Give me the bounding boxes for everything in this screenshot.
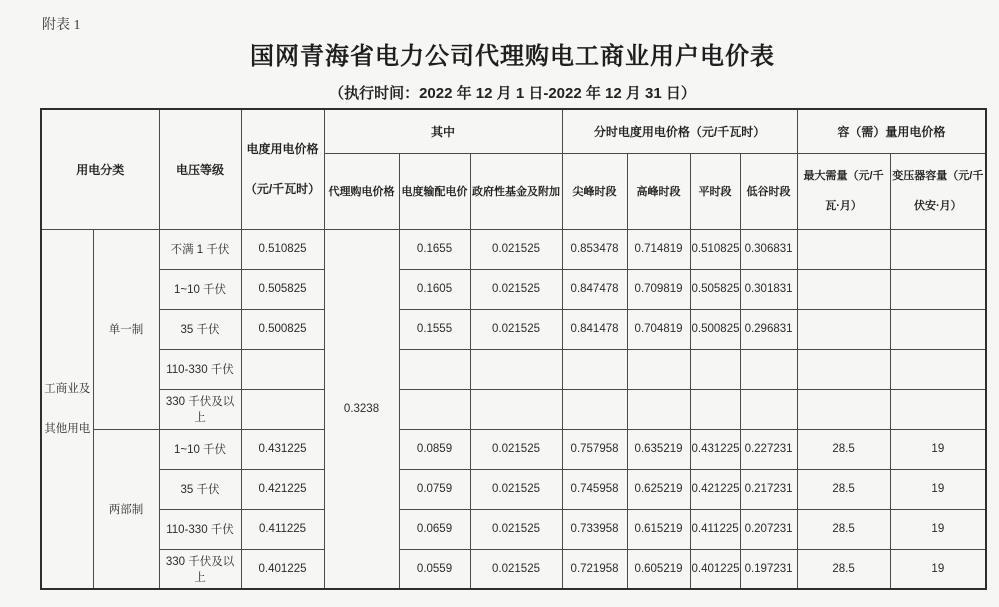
cell-max-demand: 28.5 — [797, 549, 890, 589]
cell-sharp-peak: 0.847478 — [562, 269, 627, 309]
header-sharp-peak: 尖峰时段 — [562, 153, 627, 229]
cell-energy-price — [241, 349, 324, 389]
cell-valley: 0.217231 — [740, 469, 797, 509]
cell-flat: 0.411225 — [690, 509, 740, 549]
cell-voltage: 110-330 千伏 — [159, 349, 241, 389]
cell-peak: 0.625219 — [627, 469, 690, 509]
cell-sharp-peak — [562, 389, 627, 429]
cell-energy-price — [241, 389, 324, 429]
cell-gov-funds — [470, 389, 562, 429]
header-agent-price: 代理购电价格 — [324, 153, 399, 229]
cell-voltage: 1~10 千伏 — [159, 429, 241, 469]
cell-transformer-capacity — [890, 269, 986, 309]
cell-transformer-capacity — [890, 389, 986, 429]
cell-valley: 0.207231 — [740, 509, 797, 549]
cell-voltage: 330 千伏及以上 — [159, 549, 241, 589]
cell-max-demand — [797, 349, 890, 389]
cell-peak: 0.605219 — [627, 549, 690, 589]
table-row — [41, 469, 986, 509]
cell-gov-funds: 0.021525 — [470, 309, 562, 349]
cell-transmission-price: 0.1555 — [399, 309, 470, 349]
cell-voltage: 1~10 千伏 — [159, 269, 241, 309]
cell-energy-price: 0.431225 — [241, 429, 324, 469]
header-energy-price-line1: 电度用电价格 — [246, 142, 319, 157]
table-row — [41, 309, 986, 349]
table-row — [41, 229, 986, 269]
cell-sharp-peak: 0.841478 — [562, 309, 627, 349]
cell-flat — [690, 389, 740, 429]
cell-flat: 0.431225 — [690, 429, 740, 469]
cell-flat: 0.505825 — [690, 269, 740, 309]
cell-gov-funds: 0.021525 — [470, 269, 562, 309]
cell-transmission-price: 0.1655 — [399, 229, 470, 269]
header-capacity-price: 容（需）量用电价格 — [797, 109, 986, 153]
cell-voltage: 330 千伏及以上 — [159, 389, 241, 429]
cell-peak: 0.704819 — [627, 309, 690, 349]
table-row — [41, 429, 986, 469]
cell-gov-funds — [470, 349, 562, 389]
header-transmission-price: 电度输配电价 — [399, 153, 470, 229]
table-row — [41, 269, 986, 309]
cell-peak — [627, 389, 690, 429]
cell-sharp-peak: 0.853478 — [562, 229, 627, 269]
page-title: 国网青海省电力公司代理购电工商业用户电价表 — [250, 44, 775, 70]
table-row — [41, 549, 986, 589]
cell-peak — [627, 349, 690, 389]
cell-peak: 0.709819 — [627, 269, 690, 309]
table-row — [41, 349, 986, 389]
annex-label: 附表 1 — [42, 18, 81, 33]
cell-max-demand: 28.5 — [797, 429, 890, 469]
cell-max-demand: 28.5 — [797, 469, 890, 509]
cell-max-demand — [797, 269, 890, 309]
table-row — [41, 389, 986, 429]
cell-valley: 0.227231 — [740, 429, 797, 469]
header-energy-price-line2: （元/千瓦时） — [244, 182, 321, 197]
cell-sharp-peak — [562, 349, 627, 389]
cell-gov-funds: 0.021525 — [470, 509, 562, 549]
cell-sharp-peak: 0.757958 — [562, 429, 627, 469]
cell-voltage: 不满 1 千伏 — [159, 229, 241, 269]
cell-gov-funds: 0.021525 — [470, 469, 562, 509]
cell-transformer-capacity: 19 — [890, 549, 986, 589]
cell-transmission-price: 0.1605 — [399, 269, 470, 309]
header-row-1 — [41, 109, 986, 153]
cell-valley: 0.197231 — [740, 549, 797, 589]
cell-gov-funds: 0.021525 — [470, 429, 562, 469]
table-row — [41, 509, 986, 549]
cell-gov-funds: 0.021525 — [470, 229, 562, 269]
header-gov-funds: 政府性基金及附加 — [470, 153, 562, 229]
cell-flat: 0.401225 — [690, 549, 740, 589]
cell-transformer-capacity — [890, 229, 986, 269]
cell-transmission-price — [399, 389, 470, 429]
cell-valley: 0.301831 — [740, 269, 797, 309]
cell-usage-category — [41, 229, 93, 589]
header-tou-price: 分时电度用电价格（元/千瓦时） — [562, 109, 797, 153]
cell-transformer-capacity: 19 — [890, 509, 986, 549]
cell-energy-price: 0.421225 — [241, 469, 324, 509]
cell-valley: 0.296831 — [740, 309, 797, 349]
header-peak: 高峰时段 — [627, 153, 690, 229]
cell-flat — [690, 349, 740, 389]
cell-usage-category-line2: 其他用电 — [44, 422, 91, 435]
cell-transmission-price: 0.0759 — [399, 469, 470, 509]
cell-energy-price: 0.500825 — [241, 309, 324, 349]
cell-voltage: 35 千伏 — [159, 309, 241, 349]
cell-agent-purchase-price: 0.3238 — [324, 229, 399, 589]
header-flat: 平时段 — [690, 153, 740, 229]
cell-max-demand — [797, 309, 890, 349]
header-usage-class: 用电分类 — [41, 109, 159, 229]
cell-gov-funds: 0.021525 — [470, 549, 562, 589]
cell-pricing-system-twopart: 两部制 — [93, 429, 159, 589]
cell-transmission-price: 0.0859 — [399, 429, 470, 469]
cell-sharp-peak: 0.733958 — [562, 509, 627, 549]
header-transformer-capacity: 变压器容量（元/千伏安·月） — [890, 153, 986, 229]
cell-transmission-price — [399, 349, 470, 389]
cell-max-demand — [797, 229, 890, 269]
header-energy-price — [241, 109, 324, 229]
cell-sharp-peak: 0.745958 — [562, 469, 627, 509]
cell-energy-price: 0.510825 — [241, 229, 324, 269]
cell-energy-price: 0.411225 — [241, 509, 324, 549]
cell-energy-price: 0.401225 — [241, 549, 324, 589]
cell-pricing-system-single: 单一制 — [93, 229, 159, 429]
cell-peak: 0.714819 — [627, 229, 690, 269]
cell-voltage: 110-330 千伏 — [159, 509, 241, 549]
cell-transformer-capacity — [890, 349, 986, 389]
cell-max-demand — [797, 389, 890, 429]
cell-valley: 0.306831 — [740, 229, 797, 269]
cell-peak: 0.635219 — [627, 429, 690, 469]
cell-valley — [740, 389, 797, 429]
header-valley: 低谷时段 — [740, 153, 797, 229]
cell-usage-category-line1: 工商业及 — [44, 382, 91, 395]
execution-period: （执行时间：2022 年 12 月 1 日-2022 年 12 月 31 日） — [329, 85, 696, 102]
header-voltage-level: 电压等级 — [159, 109, 241, 229]
cell-transformer-capacity: 19 — [890, 429, 986, 469]
header-max-demand: 最大需量（元/千瓦·月） — [797, 153, 890, 229]
cell-transmission-price: 0.0659 — [399, 509, 470, 549]
cell-sharp-peak: 0.721958 — [562, 549, 627, 589]
cell-transformer-capacity — [890, 309, 986, 349]
header-among: 其中 — [324, 109, 562, 153]
cell-voltage: 35 千伏 — [159, 469, 241, 509]
cell-transformer-capacity: 19 — [890, 469, 986, 509]
cell-flat: 0.510825 — [690, 229, 740, 269]
cell-flat: 0.421225 — [690, 469, 740, 509]
cell-energy-price: 0.505825 — [241, 269, 324, 309]
cell-peak: 0.615219 — [627, 509, 690, 549]
cell-transmission-price: 0.0559 — [399, 549, 470, 589]
cell-max-demand: 28.5 — [797, 509, 890, 549]
cell-valley — [740, 349, 797, 389]
price-table — [40, 108, 987, 590]
cell-flat: 0.500825 — [690, 309, 740, 349]
